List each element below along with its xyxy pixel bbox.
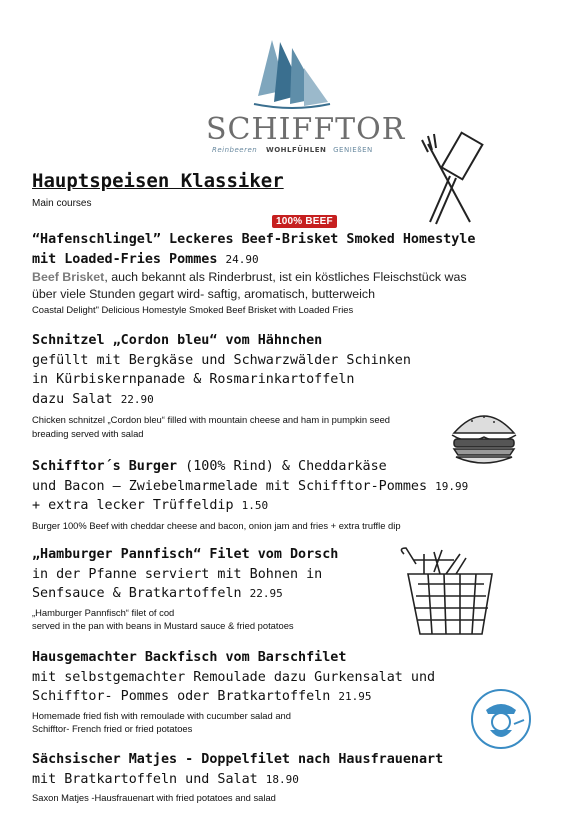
dish-title-line: Schifftor- Pommes oder Bratkartoffeln 21.95 [32,689,372,704]
dish-title-line: gefüllt mit Bergkäse und Schwarzwälder Schinken [32,352,411,368]
logo-wordmark: SCHIFFTOR [206,112,406,147]
dish-desc-en: Coastal Delight" Delicious Homestyle Smoked Beef Brisket with Loaded Fries [32,304,354,315]
dish-title-line: mit Bratkartoffeln und Salat 18.90 [32,771,299,787]
dish-desc-en: Homemade fried fish with remoulade with cucumber salad and [32,709,291,721]
knife-fork-icon [410,130,490,230]
dish-price: 21.95 [338,690,372,703]
dish-desc-de: Beef Brisket, auch bekannt als Rinderbrust, ist ein köstliches Fleischstück was [32,270,467,284]
dish-price-extra: 1.50 [241,499,269,512]
tagline-left: Reinbeeren [212,146,258,154]
dish-desc-en: served in the pan with beans in Mustard sauce & fried potatoes [32,620,294,631]
dish-desc-en: Schifftor- French fried or fried potatoes [32,723,193,734]
dish-title-line: Senfsauce & Bratkartoffeln 22.95 [32,586,283,601]
sail-logo-icon [250,38,334,110]
dish-desc-de: über viele Stunden gegart wird- saftig, aromatisch, butterweich [32,287,375,301]
dish-title-line: + extra lecker Trüffeldip 1.50 [32,498,269,513]
dish-brisket [32,230,475,317]
dish-price: 18.90 [265,772,299,786]
tagline-right: GENIEßEN [333,146,373,154]
sailor-icon [470,688,532,750]
dish-desc-en: Burger 100% Beef with cheddar cheese and bacon, onion jam and fries + extra truffle dip [32,519,401,531]
dish-title-line: Sächsischer Matjes - Doppelfilet nach Hausfrauenart [32,752,444,767]
dish-title-line: “Hafenschlingel” Leckeres Beef-Brisket Smoked Homestyle [32,232,476,247]
dish-price: 22.95 [249,587,283,600]
section-title: Hauptspeisen Klassiker [32,170,284,192]
beef-badge: 100% BEEF [272,215,337,228]
dish-desc-en: Chicken schnitzel „Cordon bleu“ filled with mountain cheese and ham in pumpkin seed [32,414,391,425]
dish-price: 22.90 [120,392,154,406]
dish-title-line: „Hamburger Pannfisch“ Filet vom Dorsch [32,547,339,562]
dish-desc-en: Saxon Matjes -Hausfrauenart with fried potatoes and salad [32,792,276,803]
dish-price: 24.90 [225,252,259,266]
dish-title-line: in Kürbiskernpanade & Rosmarinkartoffeln [32,372,355,387]
dish-matjes [32,750,443,805]
dish-title-line: und Bacon – Zwiebelmarmelade mit Schifftor-Pommes 19.99 [32,478,469,494]
dish-price: 19.99 [435,479,469,493]
dish-pannfisch [32,545,338,633]
dish-desc-en: „Hamburger Pannfisch“ filet of cod [32,606,175,618]
dish-burger [32,457,468,532]
dish-title-line: Hausgemachter Backfisch vom Barschfilet [32,650,347,665]
dish-title-line: mit selbstgemachter Remoulade dazu Gurkensalat und [32,669,436,685]
dish-title-line: Schnitzel „Cordon bleu“ vom Hähnchen [32,333,323,348]
dish-title-line: Schifftor´s Burger (100% Rind) & Cheddarkäse [32,459,387,474]
fries-basket-icon [394,544,504,644]
tagline-mid: WOHLFÜHLEN [265,146,327,154]
dish-title-line: mit Loaded-Fries Pommes 24.90 [32,251,259,267]
section-subtitle: Main courses [32,198,92,209]
dish-title-line: dazu Salat 22.90 [32,391,154,407]
dish-schnitzel [32,331,411,440]
dish-title-line: in der Pfanne serviert mit Bohnen in [32,566,323,582]
dish-backfisch [32,648,435,736]
dish-desc-en: breading served with salad [32,427,144,439]
logo-tagline [212,146,373,154]
